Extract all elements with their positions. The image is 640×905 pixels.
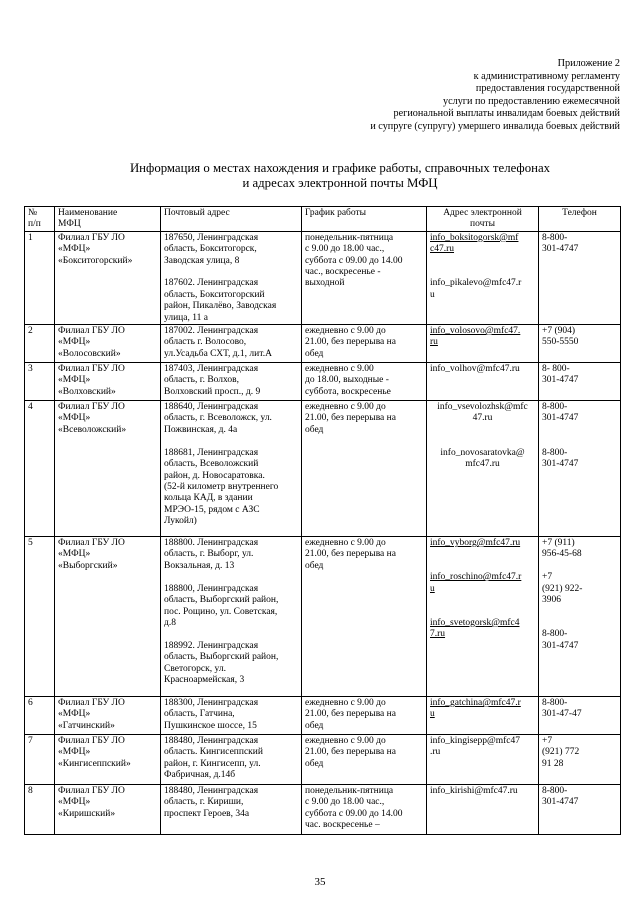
- row-name: Филиал ГБУ ЛО «МФЦ» «Бокситогорский»: [55, 231, 161, 324]
- row-num: 7: [25, 735, 55, 785]
- row-phone: 8-800- 301-4747: [539, 231, 621, 324]
- annex-line: и супруге (супругу) умершего инвалида боевых действий: [370, 120, 620, 132]
- row-email: [427, 735, 539, 785]
- row-num: 3: [25, 363, 55, 401]
- row-name: Филиал ГБУ ЛО «МФЦ» «Кингисеппский»: [55, 735, 161, 785]
- row-num: 6: [25, 697, 55, 735]
- row-email: [427, 785, 539, 835]
- header-address: Почтовый адрес: [161, 207, 302, 232]
- annex-line: региональной выплаты инвалидам боевых действий: [393, 108, 620, 120]
- row-email: [427, 325, 539, 363]
- row-address: 188800. Ленинградская область, г. Выборг, ул. Вокзальная, д. 13 188800, Ленинградская область, Выборгский район, пос. Рощино, ул. Советская, д.8 188992. Ленинградская область, Выборгский район, Светогорск, ул. Красноармейская, 3: [161, 537, 302, 697]
- row-num: 4: [25, 401, 55, 537]
- email-link[interactable]: info_gatchina@mfc47.r u: [430, 698, 521, 720]
- table-row: [25, 231, 621, 324]
- row-email: [427, 363, 539, 401]
- row-email: [427, 401, 539, 537]
- title-line: Информация о местах нахождения и графике работы, справочных телефонах: [129, 161, 551, 175]
- row-phone: 8- 800- 301-4747: [539, 363, 621, 401]
- annex-line: к административному регламенту: [473, 70, 620, 82]
- row-schedule: ежедневно с 9.00 до 21.00, без перерыва на обед: [302, 735, 427, 785]
- table-row: [25, 697, 621, 735]
- row-name: Филиал ГБУ ЛО «МФЦ» «Киришский»: [55, 785, 161, 835]
- title-line: и адресах электронной почты МФЦ: [242, 175, 438, 190]
- row-name: Филиал ГБУ ЛО «МФЦ» «Гатчинский»: [55, 697, 161, 735]
- table-row: [25, 785, 621, 835]
- table-row: [25, 735, 621, 785]
- row-name: Филиал ГБУ ЛО «МФЦ» «Всеволожский»: [55, 401, 161, 537]
- row-phone: 8-800- 301-47-47: [539, 697, 621, 735]
- row-num: 2: [25, 325, 55, 363]
- row-address: 188480, Ленинградская область, г. Кириши, проспект Героев, 34а: [161, 785, 302, 835]
- table-row: [25, 401, 621, 537]
- row-num: 8: [25, 785, 55, 835]
- email-link[interactable]: info_pikalevo@mfc47.r u: [430, 278, 522, 300]
- row-phone: +7 (921) 772 91 28: [539, 735, 621, 785]
- row-schedule: ежедневно с 9.00 до 18.00, выходные - суббота, воскресенье: [302, 363, 427, 401]
- page-number: 35: [314, 876, 326, 888]
- header-email: Адрес электронной почты: [427, 207, 539, 232]
- row-email: [427, 537, 539, 697]
- document-title: [60, 161, 620, 191]
- row-email: [427, 697, 539, 735]
- email-link[interactable]: info_kingisepp@mfc47 .ru: [430, 736, 521, 758]
- annex-header: [200, 58, 620, 134]
- row-name: Филиал ГБУ ЛО «МФЦ» «Волховский»: [55, 363, 161, 401]
- row-address: 188480, Ленинградская область. Кингисеппский район, г. Кингисепп, ул. Фабричная, д.14б: [161, 735, 302, 785]
- row-schedule: понедельник-пятница с 9.00 до 18.00 час., суббота с 09.00 до 14.00 час., воскресенье - выходной: [302, 231, 427, 324]
- email-link[interactable]: info_vyborg@mfc47.ru: [430, 538, 521, 549]
- table-row: [25, 537, 621, 697]
- row-phone: 8-800- 301-4747 8-800- 301-4747: [539, 401, 621, 537]
- row-address: 187650, Ленинградская область, Бокситогорск, Заводская улица, 8 187602. Ленинградская область, Бокситогорский район, Пикалёво, Заводская улица, 11 а: [161, 231, 302, 324]
- row-phone: 8-800- 301-4747: [539, 785, 621, 835]
- header-phone: Телефон: [539, 207, 621, 232]
- row-num: 5: [25, 537, 55, 697]
- row-email: [427, 231, 539, 324]
- email-link[interactable]: info_vsevolozhsk@mfc 47.ru: [437, 402, 528, 424]
- email-link[interactable]: info_volosovo@mfc47. ru: [430, 326, 521, 348]
- row-phone: +7 (911) 956-45-68 +7 (921) 922- 3906 8-800- 301-4747: [539, 537, 621, 697]
- row-schedule: ежедневно с 9.00 до 21.00, без перерыва на обед: [302, 401, 427, 537]
- row-schedule: ежедневно с 9.00 до 21.00, без перерыва на обед: [302, 697, 427, 735]
- row-address: 188640, Ленинградская область, г. Всеволожск, ул. Пожвинская, д. 4а 188681, Ленинградская область, Всеволожский район, д. Новосаратовка. (52-й километр внутреннего кольца КАД, в здании МРЭО-15, рядом с АЗС Лукойл): [161, 401, 302, 537]
- header-schedule: График работы: [302, 207, 427, 232]
- mfc-table: [24, 206, 621, 835]
- email-link[interactable]: info_novosaratovka@ mfc47.ru: [440, 447, 525, 470]
- table-row: [25, 363, 621, 401]
- email-link[interactable]: info_svetogorsk@mfc4 7.ru: [430, 617, 520, 640]
- header-num: № п/п: [25, 207, 55, 232]
- row-address: 187002. Ленинградская область г. Волосово, ул.Усадьба СХТ, д.1, лит.А: [161, 325, 302, 363]
- row-num: 1: [25, 231, 55, 324]
- email-link[interactable]: info_kirishi@mfc47.ru: [430, 786, 518, 797]
- annex-line: Приложение 2: [557, 58, 620, 69]
- annex-line: предоставления государственной: [475, 83, 620, 95]
- email-link[interactable]: info_boksitogorsk@mf c47.ru: [430, 232, 519, 255]
- header-name: Наименование МФЦ: [55, 207, 161, 232]
- row-name: Филиал ГБУ ЛО «МФЦ» «Выборгский»: [55, 537, 161, 697]
- table-row: [25, 325, 621, 363]
- row-schedule: понедельник-пятница с 9.00 до 18.00 час., суббота с 09.00 до 14.00 час. воскресенье –: [302, 785, 427, 835]
- email-link[interactable]: info_volhov@mfc47.ru: [430, 364, 520, 375]
- row-address: 188300, Ленинградская область, Гатчина, Пушкинское шоссе, 15: [161, 697, 302, 735]
- annex-line: услуги по предоставлению ежемесячной: [443, 95, 620, 107]
- row-schedule: ежедневно с 9.00 до 21.00, без перерыва на обед: [302, 537, 427, 697]
- row-name: Филиал ГБУ ЛО «МФЦ» «Волосовский»: [55, 325, 161, 363]
- email-link[interactable]: info_roschino@mfc47.r u: [430, 572, 522, 594]
- table-header-row: [25, 207, 621, 232]
- row-schedule: ежедневно с 9.00 до 21.00, без перерыва на обед: [302, 325, 427, 363]
- row-phone: +7 (904) 550-5550: [539, 325, 621, 363]
- row-address: 187403, Ленинградская область, г. Волхов, Волховский просп., д. 9: [161, 363, 302, 401]
